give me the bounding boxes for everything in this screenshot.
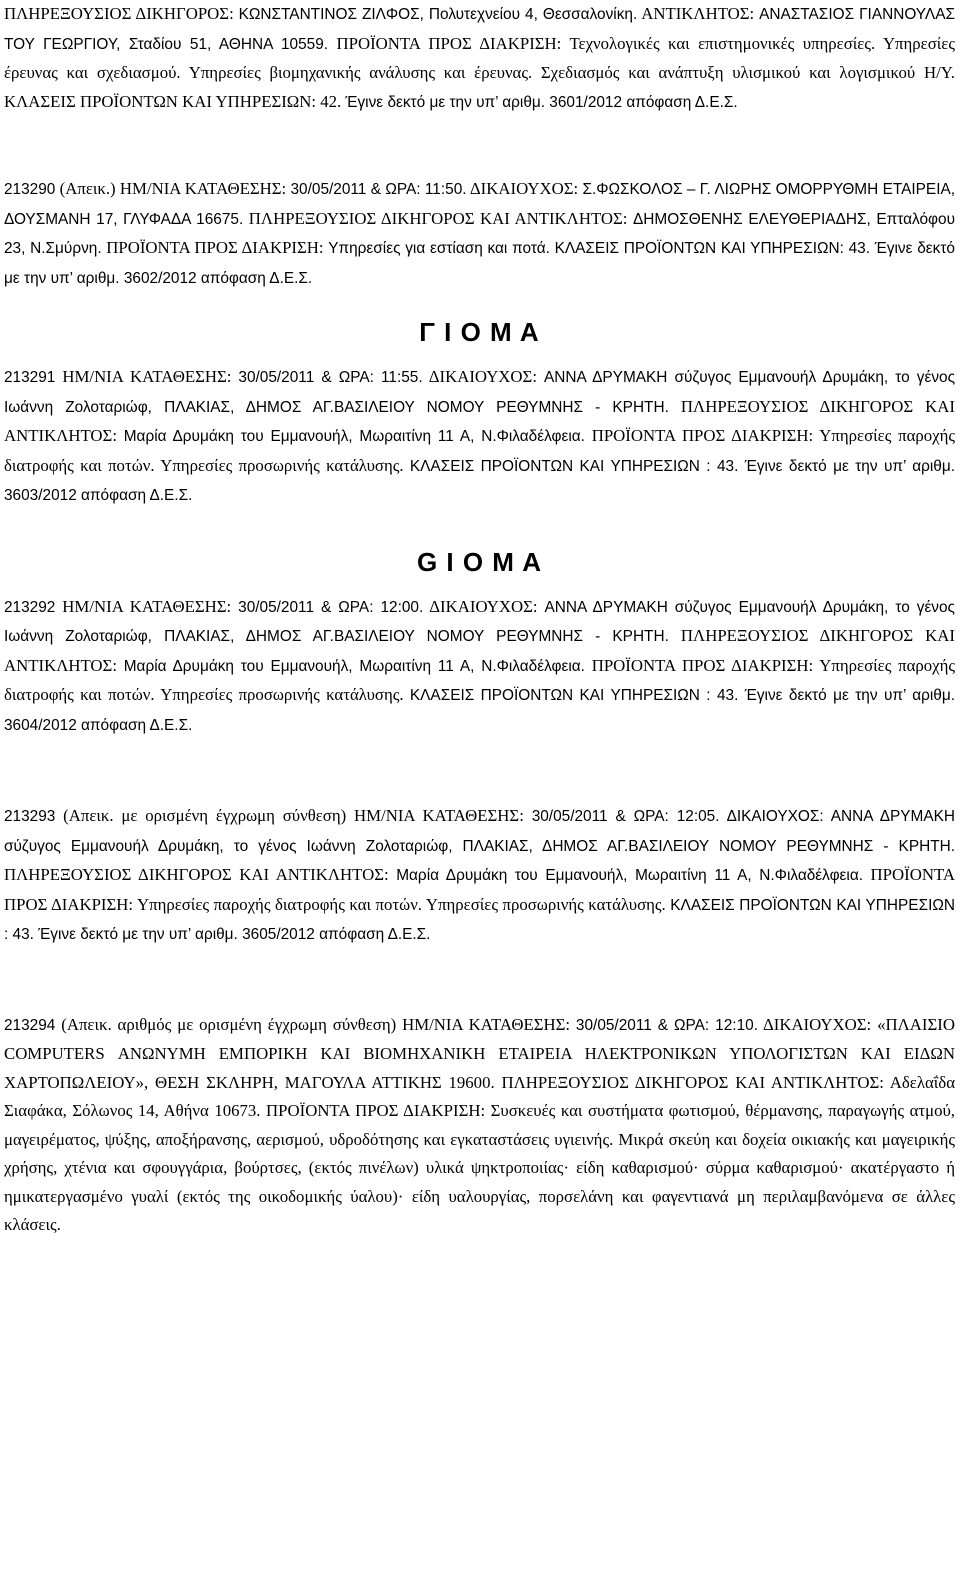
entry-text-segment: ΔΙΚΑΙΟΥΧΟΣ: «ΠΛΑΙΣΙΟ COMPUTERS ΑΝΩΝΥΜΗ ΕΜΠΟΡΙΚΗ ΚΑΙ ΒΙΟΜΗΧΑΝΙΚΗ ΕΤΑΙΡΕΙΑ ΗΛΕΚΤΡΟΝΙΚΩΝ ΥΠΟΛΟΓΙΣΤΩΝ ΚΑΙ ΕΙΔΩΝ ΧΑΡΤΟΠΩΛΕΙΟΥ», ΘΕΣΗ ΣΚΛΗΡΗ, ΜΑΓΟΥΛΑ ΑΤΤΙΚΗΣ 19600. ΠΛΗΡΕΞΟΥΣΙΟΣ ΔΙΚΗΓΟΡΟΣ ΚΑΙ ΑΝΤΙΚΛΗΤΟΣ: Αδελαΐδα Σιαφάκα, Σόλωνος 14, Αθήνα 10673. ΠΡΟΪΟΝΤΑ ΠΡΟΣ ΔΙΑΚΡΙΣΗ: Συσκευές και συστήματα φωτισμού, θέρμανσης, παραγωγής ατμού, μαγειρέματος, ψύξης, αποξήρανσης, αερισμού, υδροδότησης και εγκαταστάσεις υγιεινής. Μικρά σκεύη και δοχεία οικιακής και μαγειρικής χρήσης, χτένια και σφουγγάρια, βούρτσες, (εκτός πινέλων) υλικά ψηκτροποιίας· είδη καθαρισμού· σύρμα καθαρισμού· ακατέργαστο ή ημικατεργασμένο γυαλί (εκτός της οικοδομικής ύαλου)· είδη υαλουργίας, πορσελάνη και φαγεντιανά μη περιλαμβανόμενα σε άλλες κλάσεις.	[4, 1014, 955, 1234]
entry-text-segment: ΠΡΟΪΟΝΤΑ ΠΡΟΣ ΔΙΑΚΡΙΣΗ: Τεχνολογικές και επιστημονικές υπηρεσίες. Υπηρεσίες έρευνας και σχεδιασμού. Υπηρεσίες βιομηχανικής ανάλυσης και έρευνας. Σχεδιασμός και ανάπτυξη υλισμικού και λογισμικού Η/Υ. ΚΛΑΣΕΙΣ ΠΡΟΪΟΝΤΩΝ ΚΑΙ ΥΠΗΡΕΣΙΩΝ: 42.	[4, 33, 955, 111]
entry-text-segment: ΚΛΑΣΕΙΣ ΠΡΟΪΟΝΤΩΝ ΚΑΙ ΥΠΗΡΕΣΙΩΝ : 43. Έγινε δεκτό με την υπ’ αριθμ. 3605/2012 απόφαση Δ.Ε.Σ.	[4, 896, 955, 943]
entry-text-segment: 30/05/2011 & ΩΡΑ: 12:05. ΔΙΚΑΙΟΥΧΟΣ: ΑΝΝΑ ΔΡΥΜΑΚΗ σύζυγος Εμμανουήλ Δρυμάκη, το γένος Ιωάννη Ζολοταριώφ, ΠΛΑΚΙΑΣ, ΔΗΜΟΣ ΑΓ.ΒΑΣΙΛΕΙΟΥ ΝΟΜΟΥ ΡΕΘΥΜΝΗΣ - ΚΡΗΤΗ.	[4, 808, 955, 855]
entry-text-segment: ΚΛΑΣΕΙΣ ΠΡΟΪΟΝΤΩΝ ΚΑΙ ΥΠΗΡΕΣΙΩΝ : 43. Έγινε δεκτό με την υπ’ αριθμ. 3603/2012 απόφαση Δ.Ε.Σ.	[4, 457, 955, 504]
entry-213291	[4, 363, 955, 511]
entry-text-segment: 30/05/2011 & ΩΡΑ: 12:00.	[238, 598, 424, 616]
entry-text-segment: ΠΡΟΪΟΝΤΑ ΠΡΟΣ ΔΙΑΚΡΙΣΗ: Υπηρεσίες παροχής διατροφής και ποτών. Υπηρεσίες προσωρινής κατάλυσης.	[4, 426, 955, 475]
entry-text-segment: ΑΝΤΙΚΛΗΤΟΣ:	[637, 4, 760, 23]
entry-text-segment: Μαρία Δρυμάκη του Εμμανουήλ, Μωραιτίνη 11 Α, Ν.Φιλαδέλφεια.	[396, 867, 864, 884]
entry-text-segment: ΔΙΚΑΙΟΥΧΟΣ:	[423, 596, 545, 616]
entry-text-segment: ΠΛΗΡΕΞΟΥΣΙΟΣ ΔΙΚΗΓΟΡΟΣ ΚΑΙ ΑΝΤΙΚΛΗΤΟΣ:	[4, 396, 955, 445]
entry-text-segment: ΗΜ/ΝΙΑ ΚΑΤΑΘΕΣΗΣ:	[55, 367, 239, 386]
entry-text-segment: 30/05/2011 & ΩΡΑ: 11:50.	[290, 181, 467, 198]
entry-text-segment: 213290	[4, 181, 56, 198]
trademark-heading-greek: Γ Ι Ο Μ Α	[419, 317, 540, 347]
entry-text-segment: ΔΙΚΑΙΟΥΧΟΣ:	[422, 367, 544, 386]
entry-text-segment: 213292	[4, 598, 56, 616]
entry-text-segment: ΚΛΑΣΕΙΣ ΠΡΟΪΟΝΤΩΝ ΚΑΙ ΥΠΗΡΕΣΙΩΝ : 43. Έγινε δεκτό με την υπ’ αριθμ. 3604/2012 απόφαση Δ.Ε.Σ.	[4, 687, 955, 734]
entry-213294	[4, 1011, 955, 1240]
entry-text-segment: ΑΝΝΑ ΔΡΥΜΑΚΗ σύζυγος Εμμανουήλ Δρυμάκη, το γένος Ιωάννη Ζολοταριώφ, ΠΛΑΚΙΑΣ, ΔΗΜΟΣ ΑΓ.ΒΑΣΙΛΕΙΟΥ ΝΟΜΟΥ ΡΕΘΥΜΝΗΣ - ΚΡΗΤΗ.	[4, 598, 955, 645]
entry-text-segment: Υπηρεσίες για εστίαση και ποτά. ΚΛΑΣΕΙΣ ΠΡΟΪΟΝΤΩΝ ΚΑΙ ΥΠΗΡΕΣΙΩΝ: 43. Έγινε δεκτό με την υπ’ αριθμ. 3602/2012 απόφαση Δ.Ε.Σ.	[4, 240, 955, 287]
entry-text-segment: 30/05/2011 & ΩΡΑ: 12:10.	[575, 1016, 758, 1034]
entry-text-segment: (Απεικ. αριθμός με ορισμένη έγχρωμη σύνθεση) ΗΜ/ΝΙΑ ΚΑΤΑΘΕΣΗΣ:	[55, 1014, 576, 1034]
entry-text-segment: 213294	[4, 1016, 56, 1034]
entry-213292	[4, 593, 955, 741]
entry-text-segment: ΠΛΗΡΕΞΟΥΣΙΟΣ ΔΙΚΗΓΟΡΟΣ ΚΑΙ ΑΝΤΙΚΛΗΤΟΣ:	[4, 626, 955, 675]
entry-text-segment: ΗΜ/ΝΙΑ ΚΑΤΑΘΕΣΗΣ:	[55, 596, 239, 616]
entry-text-segment: 213293	[4, 808, 56, 825]
entry-text-segment: ΠΛΗΡΕΞΟΥΣΙΟΣ ΔΙΚΗΓΟΡΟΣ:	[4, 4, 239, 23]
entry-text-segment: ΠΛΗΡΕΞΟΥΣΙΟΣ ΔΙΚΗΓΟΡΟΣ ΚΑΙ ΑΝΤΙΚΛΗΤΟΣ:	[4, 865, 397, 884]
entry-text-segment: ΠΡΟΪΟΝΤΑ ΠΡΟΣ ΔΙΑΚΡΙΣΗ: Υπηρεσίες παροχής διατροφής και ποτών. Υπηρεσίες προσωρινής κατάλυσης.	[4, 655, 955, 704]
entry-text-segment: Έγινε δεκτό με την υπ’ αριθμ. 3601/2012 απόφαση Δ.Ε.Σ.	[345, 93, 738, 111]
entry-text-segment: ΠΡΟΪΟΝΤΑ ΠΡΟΣ ΔΙΑΚΡΙΣΗ:	[101, 238, 329, 257]
entry-text-segment: (Απεικ.) ΗΜ/ΝΙΑ ΚΑΤΑΘΕΣΗΣ:	[55, 179, 291, 198]
entry-text-segment: ΚΩΝΣΤΑΝΤΙΝΟΣ ΖΙΛΦΟΣ, Πολυτεχνείου 4, Θεσσαλονίκη.	[238, 6, 638, 23]
entry-text-segment: 30/05/2011 & ΩΡΑ: 11:55.	[238, 369, 423, 386]
entry-text-segment: 213291	[4, 369, 56, 386]
entry-text-segment: ΠΡΟΪΟΝΤΑ ΠΡΟΣ ΔΙΑΚΡΙΣΗ: Υπηρεσίες παροχής διατροφής και ποτών. Υπηρεσίες προσωρινής κατάλυσης.	[4, 865, 955, 914]
entry-text-segment: Μαρία Δρυμάκη του Εμμανουήλ, Μωραιτίνη 11 Α, Ν.Φιλαδέλφεια.	[123, 428, 585, 445]
entry-text-segment: ΔΙΚΑΙΟΥΧΟΣ:	[466, 179, 583, 198]
entry-text-segment: Σ.ΦΩΣΚΟΛΟΣ – Γ. ΛΙΩΡΗΣ ΟΜΟΡΡΥΘΜΗ ΕΤΑΙΡΕΙΑ, ΔΟΥΣΜΑΝΗ 17, ΓΛΥΦΑΔΑ 16675.	[4, 181, 956, 228]
entry-text-segment: ΑΝΝΑ ΔΡΥΜΑΚΗ σύζυγος Εμμανουήλ Δρυμάκη, το γένος Ιωάννη Ζολοταριώφ, ΠΛΑΚΙΑΣ, ΔΗΜΟΣ ΑΓ.ΒΑΣΙΛΕΙΟΥ ΝΟΜΟΥ ΡΕΘΥΜΝΗΣ - ΚΡΗΤΗ.	[4, 369, 955, 416]
entry-text-segment: (Απεικ. με ορισμένη έγχρωμη σύνθεση) ΗΜ/ΝΙΑ ΚΑΤΑΘΕΣΗΣ:	[55, 806, 532, 825]
entry-text-segment: ΔΗΜΟΣΘΕΝΗΣ ΕΛΕΥΘΕΡΙΑΔΗΣ, Επταλόφου 23, Ν.Σμύρνη.	[4, 210, 956, 257]
entry-213293	[4, 802, 955, 950]
entry-text-segment: Μαρία Δρυμάκη του Εμμανουήλ, Μωραιτίνη 11 Α, Ν.Φιλαδέλφεια.	[123, 657, 585, 675]
entry-continuation	[4, 0, 955, 117]
entry-text-segment: ΠΛΗΡΕΞΟΥΣΙΟΣ ΔΙΚΗΓΟΡΟΣ ΚΑΙ ΑΝΤΙΚΛΗΤΟΣ:	[243, 208, 634, 228]
entry-213290	[4, 175, 955, 293]
entry-text-segment: ΑΝΑΣΤΑΣΙΟΣ ΓΙΑΝΝΟΥΛΑΣ ΤΟΥ ΓΕΩΡΓΙΟΥ, Σταδίου 51, ΑΘΗΝΑ 10559.	[4, 6, 955, 53]
trademark-heading-latin: G I O M A	[416, 546, 543, 577]
